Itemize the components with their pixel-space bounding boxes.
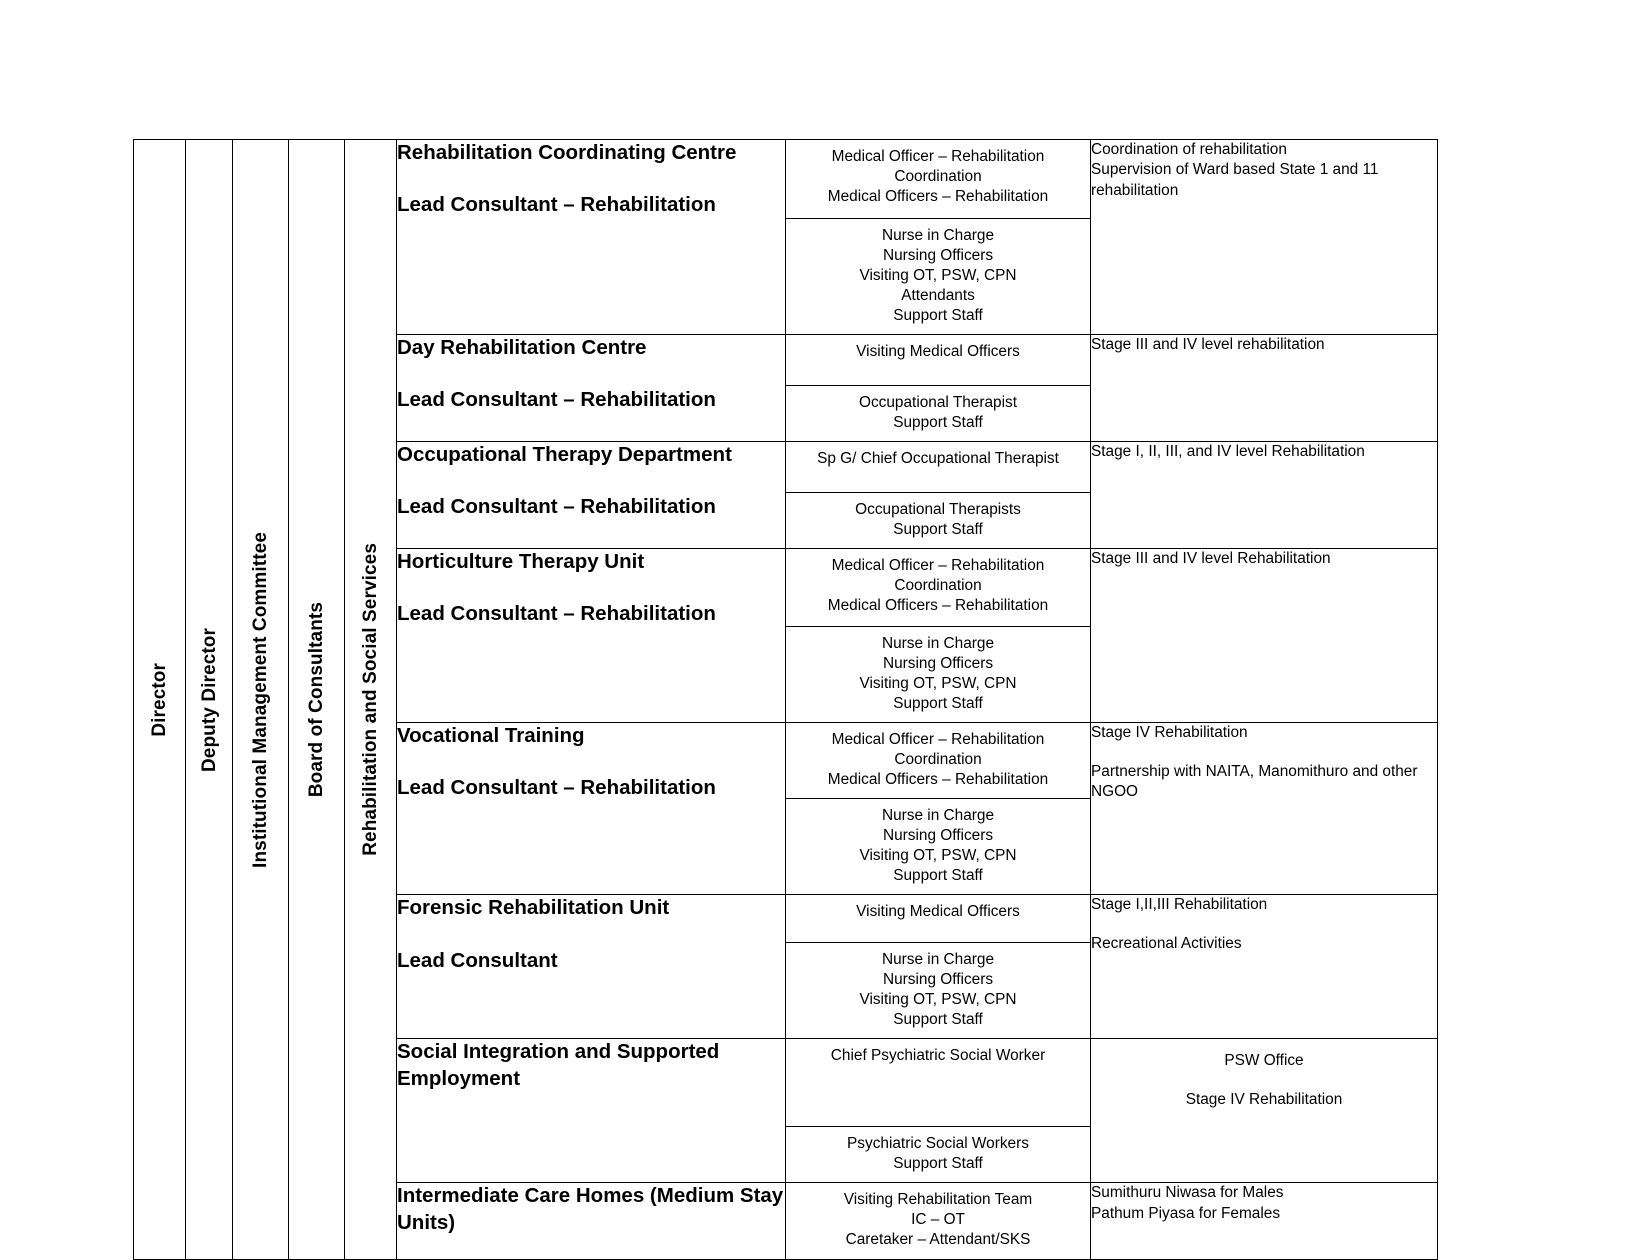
unit-cell (397, 1183, 786, 1260)
staff-line: Nurse in Charge (881, 635, 995, 653)
function-cell (1091, 895, 1438, 1039)
staff-group-cell (786, 386, 1090, 442)
staff-groups (786, 335, 1090, 441)
staff-group (786, 140, 1090, 219)
function-line: Stage IV Rehabilitation (1185, 1090, 1343, 1108)
staff-cell (786, 895, 1091, 1039)
function-line: Stage I,II,III Rehabilitation (1091, 896, 1268, 914)
staff-line: Sp G/ Chief Occupational Therapist (817, 450, 1059, 468)
column-rehabilitation-and-social-services (345, 140, 397, 1260)
unit-title: Rehabilitation Coordinating Centre (397, 141, 737, 164)
staff-group (786, 549, 1090, 627)
staff-group-cell (786, 140, 1090, 219)
function-spacer (1091, 1072, 1437, 1090)
staff-line: Nurse in Charge (881, 227, 995, 244)
unit-title: Occupational Therapy Department (397, 443, 732, 467)
staff-line: Visiting OT, PSW, CPN (859, 675, 1017, 693)
function-cell (1091, 1039, 1438, 1183)
function-cell (1091, 442, 1438, 549)
function-spacer (1091, 744, 1437, 762)
staff-group (786, 627, 1090, 723)
staff-group (786, 943, 1090, 1039)
staff-line: Visiting Medical Officers (856, 903, 1020, 921)
staff-line: Caretaker – Attendant/SKS (845, 1231, 1031, 1249)
staff-line: Medical Officer – Rehabilitation Coordination (831, 148, 1045, 186)
staff-line: Chief Psychiatric Social Worker (830, 1047, 1046, 1065)
function-line: Supervision of Ward based State 1 and 11 rehabilitation (1091, 161, 1379, 199)
staff-group-cell (786, 799, 1090, 895)
unit-title: Day Rehabilitation Centre (397, 336, 647, 360)
function-line: PSW Office (1224, 1052, 1304, 1070)
function-line: Pathum Piyasa for Females (1091, 1204, 1281, 1222)
staff-line: Support Staff (893, 695, 983, 713)
staff-line: Support Staff (893, 521, 983, 539)
unit-title: Vocational Training (397, 724, 585, 748)
staff-line: Nursing Officers (882, 655, 994, 673)
column-board-of-consultants (289, 140, 345, 1260)
function-line: Stage III and IV level Rehabilitation (1091, 550, 1331, 568)
staff-groups (786, 549, 1090, 722)
function-line: Partnership with NAITA, Manomithuro and other NGOO (1091, 762, 1418, 800)
staff-group-cell (786, 549, 1090, 627)
column-deputy-director-label: Deputy Director (198, 627, 220, 772)
unit-role: Lead Consultant – Rehabilitation (397, 602, 716, 626)
staff-group (786, 219, 1090, 335)
function-line: Recreational Activities (1091, 934, 1242, 952)
function-cell (1091, 140, 1438, 335)
function-line: Coordination of rehabilitation (1091, 141, 1287, 158)
staff-cell (786, 1039, 1091, 1183)
staff-line: Psychiatric Social Workers (847, 1135, 1029, 1153)
staff-group-cell (786, 627, 1090, 723)
function-line: Stage III and IV level rehabilitation (1091, 336, 1325, 354)
staff-group (786, 335, 1090, 386)
staff-groups (786, 1039, 1090, 1182)
unit-cell (397, 549, 786, 723)
staff-group (786, 723, 1090, 799)
staff-line: Support Staff (893, 1155, 983, 1173)
staff-line: Occupational Therapists (855, 501, 1021, 519)
staff-groups (786, 895, 1090, 1038)
staff-group-cell (786, 219, 1090, 335)
staff-groups (786, 442, 1090, 548)
staff-line: Nurse in Charge (881, 807, 995, 825)
staff-group-cell (786, 943, 1090, 1039)
staff-cell (786, 549, 1091, 723)
staff-cell (786, 335, 1091, 442)
staff-line: Visiting OT, PSW, CPN (859, 991, 1017, 1009)
staff-line: Medical Officers – Rehabilitation (827, 771, 1049, 789)
staff-group-cell (786, 895, 1090, 943)
staff-line: Medical Officer – Rehabilitation Coordination (831, 731, 1045, 769)
unit-cell (397, 723, 786, 895)
unit-role: Lead Consultant (397, 948, 558, 972)
staff-line: Visiting Rehabilitation Team (843, 1191, 1033, 1209)
staff-group (786, 442, 1090, 493)
staff-group (786, 493, 1090, 549)
staff-line: Visiting OT, PSW, CPN (859, 267, 1017, 285)
staff-group (786, 1127, 1090, 1183)
staff-line: Medical Officer – Rehabilitation Coordination (831, 557, 1045, 595)
unit-title: Intermediate Care Homes (Medium Stay Units) (397, 1184, 784, 1234)
staff-group-cell (786, 723, 1090, 799)
staff-group (786, 1039, 1090, 1127)
unit-role: Lead Consultant – Rehabilitation (397, 193, 716, 217)
staff-line: Visiting OT, PSW, CPN (859, 847, 1017, 865)
column-director (134, 140, 186, 1260)
function-cell (1091, 1183, 1438, 1260)
unit-title: Social Integration and Supported Employment (397, 1040, 720, 1090)
staff-group (786, 1183, 1090, 1258)
staff-cell (786, 1183, 1091, 1260)
column-institutional-management-committee-label: Institutional Management Committee (250, 531, 271, 868)
column-rehabilitation-and-social-services-label: Rehabilitation and Social Services (360, 543, 381, 857)
function-line: Stage IV Rehabilitation (1091, 724, 1248, 742)
staff-group-cell (786, 1127, 1090, 1183)
column-board-of-consultants-label: Board of Consultants (306, 602, 327, 798)
staff-groups (786, 723, 1090, 894)
staff-groups (786, 140, 1090, 334)
staff-line: Nursing Officers (882, 971, 994, 989)
unit-title: Horticulture Therapy Unit (397, 550, 645, 574)
staff-group (786, 386, 1090, 442)
staff-line: Nurse in Charge (881, 951, 995, 969)
unit-cell (397, 895, 786, 1039)
staff-cell (786, 442, 1091, 549)
function-cell (1091, 723, 1438, 895)
staff-line: Nursing Officers (882, 827, 994, 845)
staff-line: Attendants (901, 287, 975, 305)
staff-group (786, 895, 1090, 943)
staff-line: Support Staff (893, 867, 983, 885)
unit-role: Lead Consultant – Rehabilitation (397, 388, 716, 412)
function-cell (1091, 549, 1438, 723)
unit-cell (397, 442, 786, 549)
staff-group-cell (786, 335, 1090, 386)
staff-line: Support Staff (893, 414, 983, 432)
column-deputy-director (186, 140, 233, 1260)
unit-title: Forensic Rehabilitation Unit (397, 896, 670, 920)
staff-group-cell (786, 442, 1090, 493)
organizational-structure-table (133, 139, 1438, 1260)
staff-line: Support Staff (893, 1011, 983, 1029)
unit-role: Lead Consultant – Rehabilitation (397, 495, 716, 519)
staff-line: Medical Officers – Rehabilitation (827, 188, 1049, 206)
function-spacer (1091, 916, 1437, 934)
staff-group-cell (786, 493, 1090, 549)
staff-cell (786, 140, 1091, 335)
staff-line: Nursing Officers (882, 247, 994, 265)
staff-line: Occupational Therapist (859, 394, 1017, 412)
staff-line: Visiting Medical Officers (856, 343, 1020, 361)
staff-group-cell (786, 1039, 1090, 1127)
staff-group-cell (786, 1183, 1090, 1258)
table-body (134, 140, 1438, 1260)
staff-line: Medical Officers – Rehabilitation (827, 597, 1049, 615)
unit-cell (397, 335, 786, 442)
staff-cell (786, 723, 1091, 895)
staff-line: IC – OT (911, 1211, 965, 1229)
unit-role: Lead Consultant – Rehabilitation (397, 776, 716, 800)
unit-cell (397, 140, 786, 335)
staff-group (786, 799, 1090, 895)
function-line: Stage I, II, III, and IV level Rehabilitation (1091, 443, 1365, 461)
staff-line: Support Staff (893, 307, 983, 325)
column-institutional-management-committee (233, 140, 289, 1260)
staff-groups (786, 1183, 1090, 1258)
table-row (134, 140, 1438, 335)
function-cell (1091, 335, 1438, 442)
column-director-label: Director (149, 662, 170, 737)
unit-cell (397, 1039, 786, 1183)
function-line: Sumithuru Niwasa for Males (1091, 1184, 1284, 1202)
